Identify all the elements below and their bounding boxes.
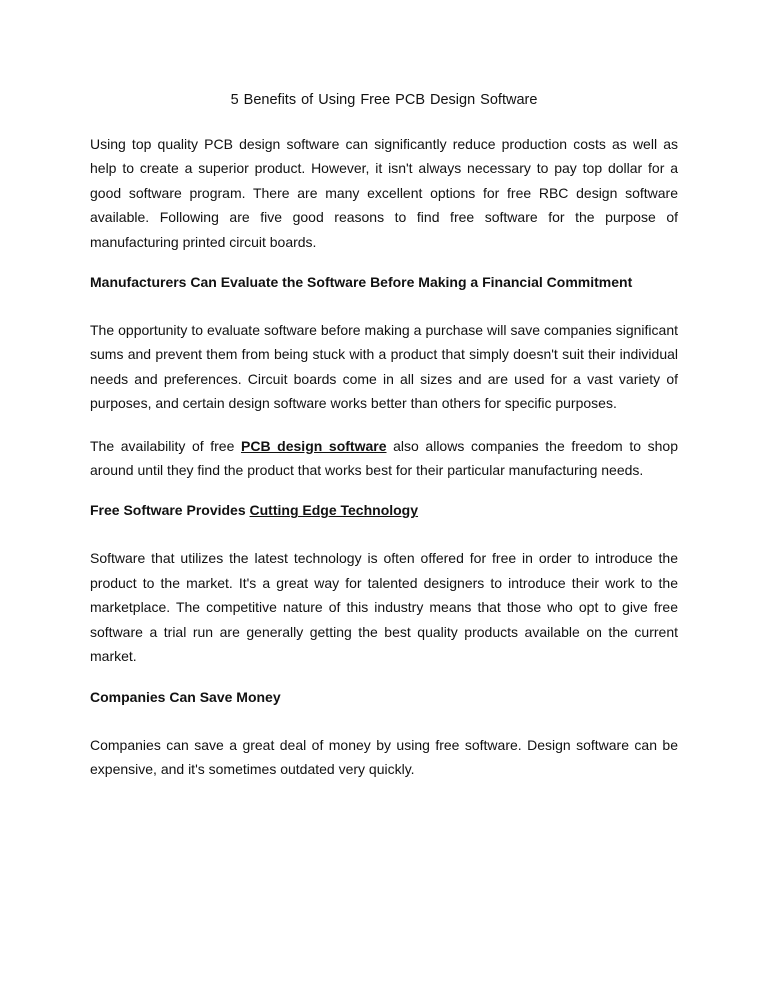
save-money-paragraph: Companies can save a great deal of money by using free software. Design software can be expensive, and it's sometimes outdated very quickly. [90, 736, 678, 777]
document-title: 5 Benefits of Using Free PCB Design Software [230, 92, 538, 108]
section-heading-save-money: Companies Can Save Money [90, 688, 281, 705]
intro-paragraph: Using top quality PCB design software can significantly reduce production costs as well as help to create a superior product. However, it isn't always necessary to pay top dollar for a good software program. There are many excellent options for free RBC design software available. Following are five good reasons to find free software for the purpose of manufacturing printed circuit boards. [90, 136, 678, 250]
availability-text-after: also allows companies the freedom to shop around until they find the product that works best for their particular manufacturing needs. [90, 437, 678, 479]
cutting-edge-technology-link[interactable]: Cutting Edge Technology [249, 502, 419, 519]
section-heading-evaluate: Manufacturers Can Evaluate the Software Before Making a Financial Commitment [90, 274, 633, 291]
document-page [90, 90, 678, 799]
evaluate-paragraph: The opportunity to evaluate software before making a purchase will save companies significant sums and prevent them from being stuck with a product that simply doesn't suit their individual needs and preferences. Circuit boards come in all sizes and are used for a vast variety of purposes, and certain design software works better than others for specific purposes. [90, 322, 678, 412]
availability-text-before: The availability of free [90, 437, 241, 454]
section-heading-technology [90, 500, 678, 520]
pcb-design-software-link[interactable]: PCB design software [241, 437, 387, 454]
availability-paragraph [90, 434, 678, 483]
technology-paragraph: Software that utilizes the latest technology is often offered for free in order to introduce the product to the market. It's a great way for talented designers to introduce their work to the marketplace. The competitive nature of this industry means that those who opt to give free software a trial run are generally getting the best quality products available on the current market. [90, 550, 678, 665]
technology-heading-text: Free Software Provides [90, 502, 250, 519]
